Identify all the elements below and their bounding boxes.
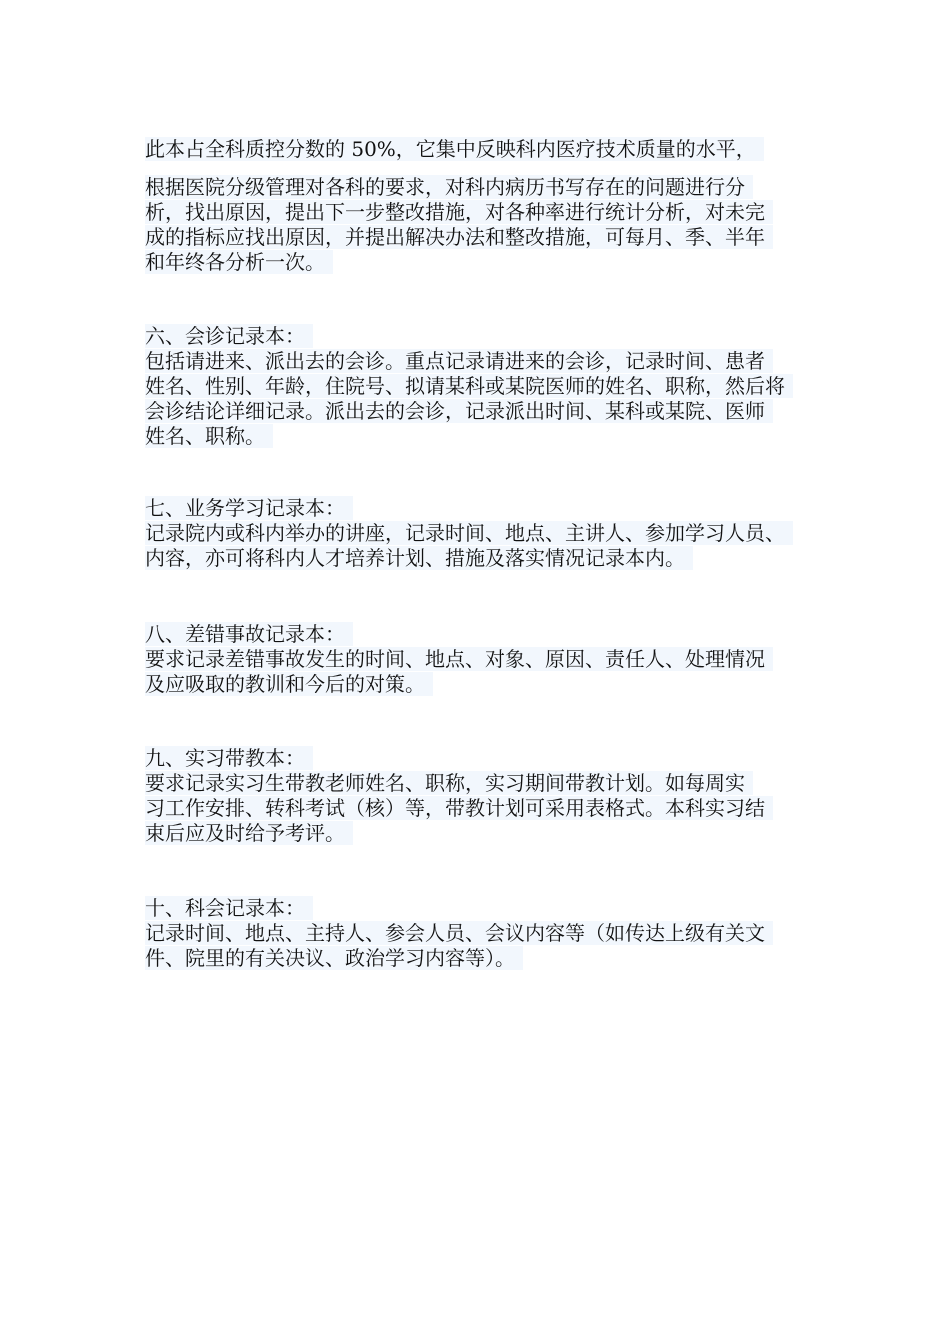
section-line: 包括请进来、派出去的会诊。重点记录请进来的会诊，记录时间、患者 — [145, 349, 773, 373]
section-line: 记录时间、地点、主持人、参会人员、会议内容等（如传达上级有关文 — [145, 921, 773, 945]
intro-line — [145, 137, 764, 162]
section-line: 内容，亦可将科内人才培养计划、措施及落实情况记录本内。 — [145, 546, 693, 570]
section-heading: 十、科会记录本： — [145, 896, 313, 920]
section-consultation — [145, 324, 793, 449]
section-study — [145, 496, 793, 571]
intro-first-line: 此本占全科质控分数的 50%，它集中反映科内医疗技术质量的水平， — [145, 137, 764, 161]
section-internship — [145, 746, 773, 846]
section-line: 姓名、性别、年龄，住院号、拟请某科或某院医师的姓名、职称，然后将 — [145, 374, 793, 398]
paragraph-line: 和年终各分析一次。 — [145, 250, 333, 274]
section-line: 束后应及时给予考评。 — [145, 821, 353, 845]
section-incident — [145, 622, 773, 697]
section-line: 记录院内或科内举办的讲座，记录时间、地点、主讲人、参加学习人员、 — [145, 521, 793, 545]
paragraph-line: 析，找出原因，提出下一步整改措施，对各种率进行统计分析，对未完 — [145, 200, 773, 224]
section-line: 要求记录差错事故发生的时间、地点、对象、原因、责任人、处理情况 — [145, 647, 773, 671]
section-line: 姓名、职称。 — [145, 424, 273, 448]
section-line: 习工作安排、转科考试（核）等，带教计划可采用表格式。本科实习结 — [145, 796, 773, 820]
section-heading: 九、实习带教本： — [145, 746, 313, 770]
section-heading: 七、业务学习记录本： — [145, 496, 353, 520]
section-heading: 六、会诊记录本： — [145, 324, 313, 348]
section-line: 会诊结论详细记录。派出去的会诊，记录派出时间、某科或某院、医师 — [145, 399, 773, 423]
section-line: 件、院里的有关决议、政治学习内容等）。 — [145, 946, 523, 970]
paragraph-line: 成的指标应找出原因，并提出解决办法和整改措施，可每月、季、半年 — [145, 225, 773, 249]
paragraph-line: 根据医院分级管理对各科的要求，对科内病历书写存在的问题进行分 — [145, 175, 753, 199]
intro-paragraph — [145, 175, 773, 275]
section-line: 及应吸取的教训和今后的对策。 — [145, 672, 433, 696]
section-heading: 八、差错事故记录本： — [145, 622, 353, 646]
section-line: 要求记录实习生带教老师姓名、职称，实习期间带教计划。如每周实 — [145, 771, 753, 795]
section-meeting — [145, 896, 773, 971]
